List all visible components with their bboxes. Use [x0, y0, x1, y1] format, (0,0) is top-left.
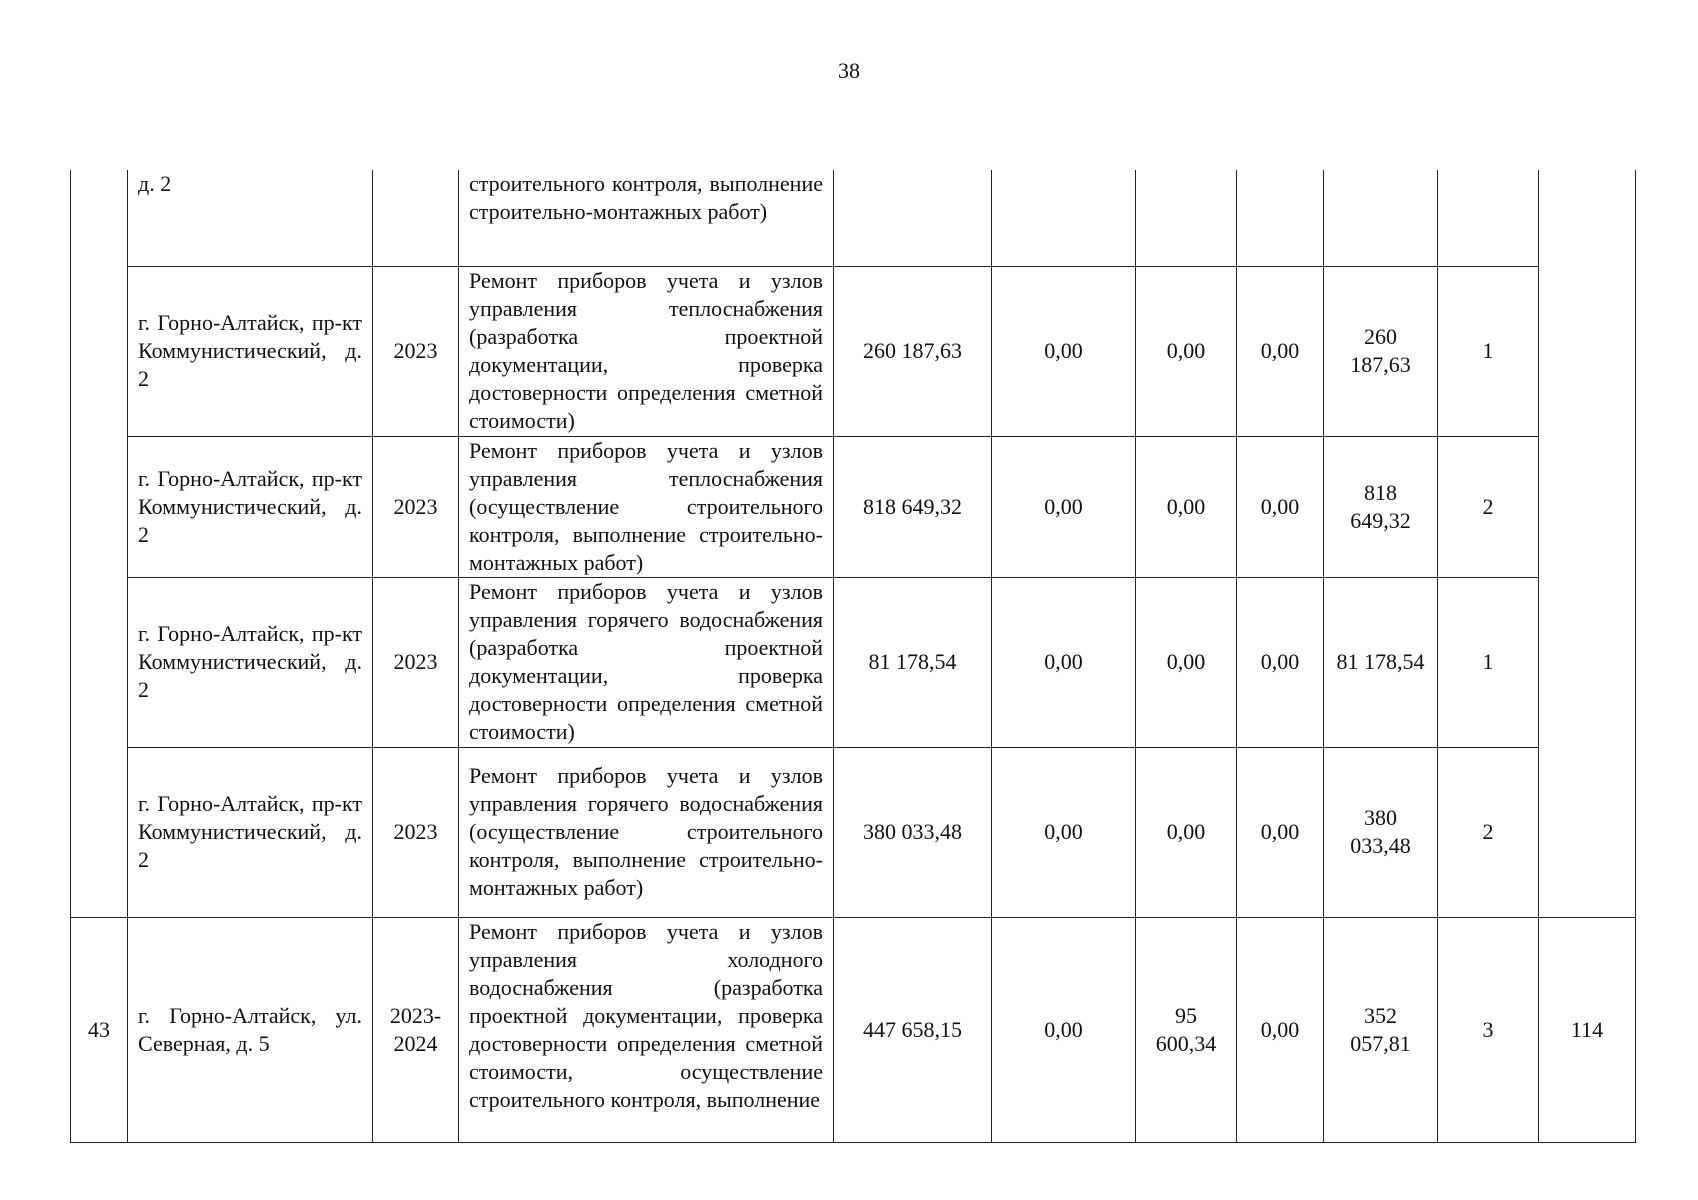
cost-col-d-cell: [1324, 170, 1438, 266]
address-cell: г. Горно-Алтайск, ул. Северная, д. 5: [128, 917, 373, 1142]
count-cell: 1: [1438, 577, 1539, 747]
cost-col-d-cell: 352 057,81: [1324, 917, 1438, 1142]
year-cell: 2023: [373, 436, 459, 577]
address-cell: г. Горно-Алтайск, пр-кт Коммунистический, д. 2: [128, 436, 373, 577]
cost-col-d-cell: 380 033,48: [1324, 747, 1438, 917]
table-row: [71, 266, 1636, 436]
year-cell: 2023-2024: [373, 917, 459, 1142]
total-cost-cell: 260 187,63: [834, 266, 992, 436]
cost-col-d-cell: 818 649,32: [1324, 436, 1438, 577]
cost-col-b-cell: 0,00: [1136, 747, 1237, 917]
cost-col-d-cell: 81 178,54: [1324, 577, 1438, 747]
cost-col-a-cell: 0,00: [992, 917, 1136, 1142]
total-cost-cell: [834, 170, 992, 266]
cost-col-a-cell: 0,00: [992, 436, 1136, 577]
cost-col-c-cell: 0,00: [1237, 436, 1324, 577]
count-cell: 1: [1438, 266, 1539, 436]
work-description-cell: Ремонт приборов учета и узлов управления холодного водоснабжения (разработка проектной документации, проверка достоверности определения сметной стоимости, осуществление строительного контроля, выполнение: [459, 917, 834, 1142]
total-cost-cell: 447 658,15: [834, 917, 992, 1142]
row-number-cell: [71, 170, 128, 917]
cost-col-b-cell: 0,00: [1136, 436, 1237, 577]
total-cost-cell: 818 649,32: [834, 436, 992, 577]
cost-col-d-cell: 260 187,63: [1324, 266, 1438, 436]
cost-col-c-cell: 0,00: [1237, 577, 1324, 747]
address-cell: г. Горно-Алтайск, пр-кт Коммунистический, д. 2: [128, 747, 373, 917]
table-row: [71, 917, 1636, 1142]
repair-program-table: [70, 170, 1636, 1143]
table-row: [71, 170, 1636, 266]
house-total-cell: 114: [1539, 917, 1636, 1142]
cost-col-c-cell: 0,00: [1237, 747, 1324, 917]
count-cell: 2: [1438, 436, 1539, 577]
work-description-cell: строительного контроля, выполнение строительно-монтажных работ): [459, 170, 834, 266]
cost-col-a-cell: [992, 170, 1136, 266]
total-cost-cell: 81 178,54: [834, 577, 992, 747]
table-row: [71, 747, 1636, 917]
work-description-cell: Ремонт приборов учета и узлов управления теплоснабжения (разработка проектной документации, проверка достоверности определения сметной стоимости): [459, 266, 834, 436]
cost-col-b-cell: [1136, 170, 1237, 266]
work-description-cell: Ремонт приборов учета и узлов управления горячего водоснабжения (разработка проектной документации, проверка достоверности определения сметной стоимости): [459, 577, 834, 747]
cost-col-c-cell: 0,00: [1237, 266, 1324, 436]
year-cell: 2023: [373, 266, 459, 436]
row-number-cell: 43: [71, 917, 128, 1142]
count-cell: [1438, 170, 1539, 266]
table-row: [71, 577, 1636, 747]
address-cell: г. Горно-Алтайск, пр-кт Коммунистический, д. 2: [128, 577, 373, 747]
year-cell: 2023: [373, 747, 459, 917]
work-description-cell: Ремонт приборов учета и узлов управления горячего водоснабжения (осуществление строительного контроля, выполнение строительно-монтажных работ): [459, 747, 834, 917]
address-cell: д. 2: [128, 170, 373, 266]
page-number: 38: [838, 58, 860, 83]
house-total-cell: [1539, 170, 1636, 917]
table-row: [71, 436, 1636, 577]
count-cell: 2: [1438, 747, 1539, 917]
cost-col-a-cell: 0,00: [992, 266, 1136, 436]
cost-col-c-cell: 0,00: [1237, 917, 1324, 1142]
total-cost-cell: 380 033,48: [834, 747, 992, 917]
work-description-cell: Ремонт приборов учета и узлов управления теплоснабжения (осуществление строительного контроля, выполнение строительно-монтажных работ): [459, 436, 834, 577]
address-cell: г. Горно-Алтайск, пр-кт Коммунистический, д. 2: [128, 266, 373, 436]
cost-col-b-cell: 0,00: [1136, 266, 1237, 436]
year-cell: [373, 170, 459, 266]
cost-col-b-cell: 0,00: [1136, 577, 1237, 747]
cost-col-c-cell: [1237, 170, 1324, 266]
year-cell: 2023: [373, 577, 459, 747]
cost-col-b-cell: 95 600,34: [1136, 917, 1237, 1142]
cost-col-a-cell: 0,00: [992, 577, 1136, 747]
count-cell: 3: [1438, 917, 1539, 1142]
cost-col-a-cell: 0,00: [992, 747, 1136, 917]
